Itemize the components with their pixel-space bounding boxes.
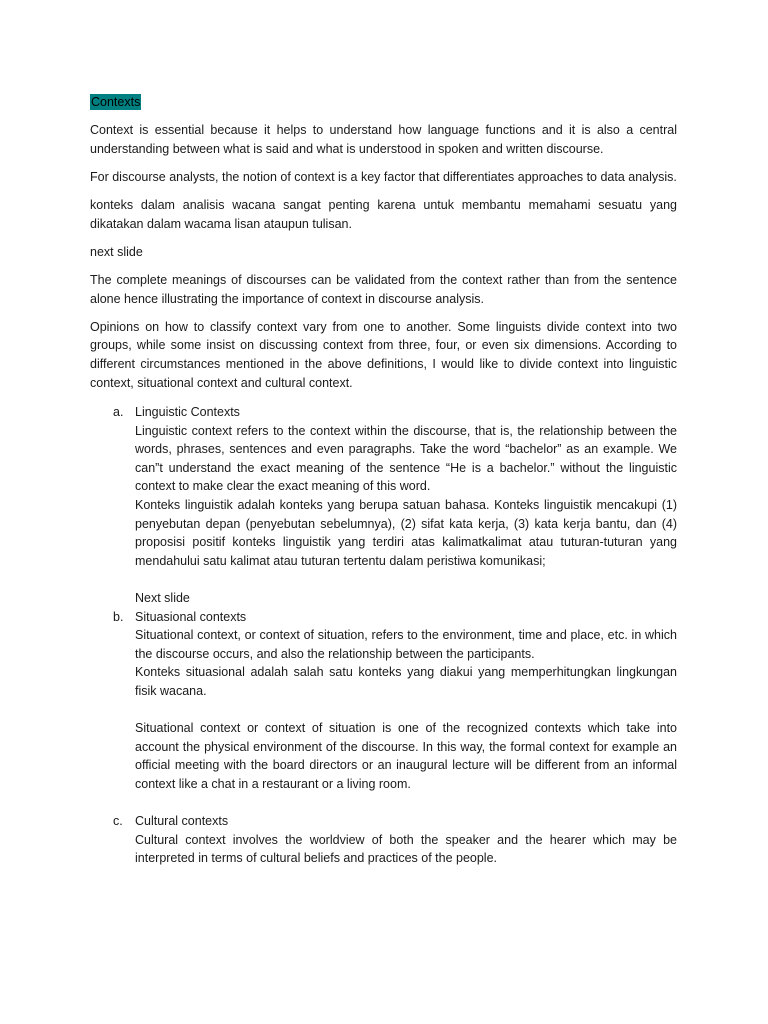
list-item	[90, 403, 677, 608]
list-item-title: Linguistic Contexts	[135, 405, 240, 420]
list-item-title: Situasional contexts	[135, 609, 247, 624]
paragraph: konteks dalam analisis wacana sangat penting karena untuk membantu memahami sesuatu yang dikatakan dalam wacama lisan ataupun tulisan.	[90, 197, 677, 231]
blank-line	[135, 701, 677, 720]
list-item	[90, 812, 677, 868]
list-item-paragraph: Cultural context involves the worldview of both the speaker and the hearer which may be interpreted in terms of cultural beliefs and practices of the people.	[135, 832, 677, 866]
list-item-title: Cultural contexts	[135, 814, 229, 829]
list-item-paragraph: Situational context or context of situation is one of the recognized contexts which take into account the physical environment of the discourse. In this way, the formal context for example an official meeting with the board directors or an inaugural lecture will be different from an informal context like a chat in a restaurant or a living room.	[135, 721, 677, 791]
list-item-paragraph: Situational context, or context of situation, refers to the environment, time and place, etc. in which the discourse occurs, and also the relationship between the participants.	[135, 628, 677, 661]
list-item-note: Next slide	[135, 591, 190, 606]
section-heading: Contexts	[91, 95, 141, 109]
list-item-paragraph: Konteks linguistik adalah konteks yang berupa satuan bahasa. Konteks linguistik mencakupi (1) penyebutan depan (penyebutan sebelumnya), (2) sifat kata kerja, (3) kata kerja bantu, dan (4) proposisi positif konteks linguistik yang terdiri atas kalimatkalimat atau tuturan-tuturan yang mendahului satu kalimat atau tuturan tertentu dalam peristiwa komunikasi;	[135, 498, 677, 568]
paragraph: For discourse analysts, the notion of context is a key factor that differentiates approaches to data analysis.	[90, 169, 677, 184]
paragraph-note: next slide	[90, 244, 143, 259]
list-item-paragraph: Linguistic context refers to the context within the discourse, that is, the relationship between the words, phrases, sentences and even paragraphs. Take the word “bachelor” as an example. We can”t understand the exact meaning of the sentence “He is a bachelor.” without the linguistic context to make clear the exact meaning of this word.	[135, 423, 677, 494]
list-marker: a.	[113, 405, 124, 420]
list-marker: b.	[113, 609, 124, 624]
paragraph: Context is essential because it helps to understand how language functions and it is also a central understanding between what is said and what is understood in spoken and written discourse.	[90, 123, 677, 156]
paragraph: The complete meanings of discourses can be validated from the context rather than from the sentence alone hence illustrating the importance of context in discourse analysis.	[90, 272, 677, 306]
paragraph: Opinions on how to classify context vary from one to another. Some linguists divide context into two groups, while some insist on discussing context from three, four, or even six dimensions. According to different circumstances mentioned in the above definitions, I would like to divide context into linguistic context, situational context and cultural context.	[90, 319, 677, 390]
blank-line	[135, 794, 677, 813]
list-marker: c.	[113, 814, 123, 829]
context-types-list	[90, 403, 677, 868]
list-item-paragraph: Konteks situasional adalah salah satu konteks yang diakui yang memperhitungkan lingkungan fisik wacana.	[135, 665, 677, 698]
blank-line	[135, 570, 677, 589]
list-item	[90, 608, 677, 813]
